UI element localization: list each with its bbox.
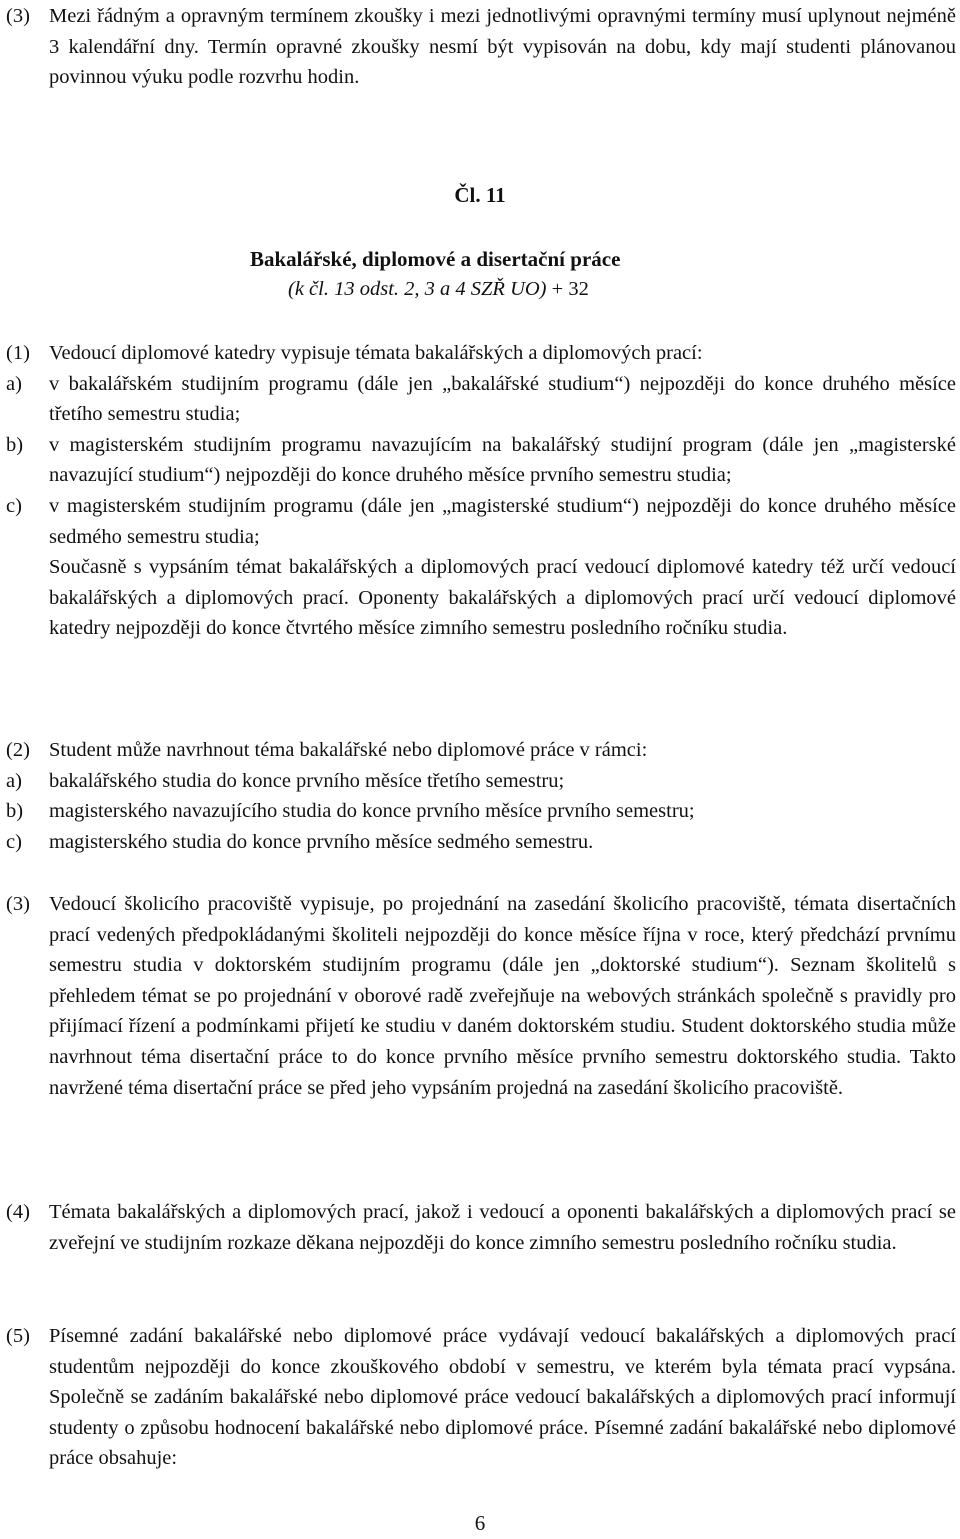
section-intro: Vedoucí diplomové katedry vypisuje témata bakalářských a diplomových prací: xyxy=(49,342,703,364)
list-item xyxy=(6,430,956,491)
list-item-text: v bakalářském studijním programu (dále jen „bakalářské studium“) nejpozději do konce druhého měsíce třetího semestru studia; xyxy=(49,372,956,426)
article-reference xyxy=(288,274,708,305)
section-text: Písemné zadání bakalářské nebo diplomové práce vydávají vedoucí bakalářských a diplomových prací studentům nejpozději do konce zkouškového období v semestru, ve kterém byla témata prací vypsána. Společně se zadáním bakalářské nebo diplomové práce vedoucí bakalářských a diplomových prací informují studenty o způsobu hodnocení bakalářské nebo diplomové práce. Písemné zadání bakalářské nebo diplomové práce obsahuje: xyxy=(49,1325,956,1470)
section-5 xyxy=(6,1321,956,1474)
list-item-letter: c) xyxy=(6,494,22,517)
paragraph-3-top xyxy=(6,1,956,93)
article-number: Čl. 11 xyxy=(454,183,506,207)
list-item-text: magisterského navazujícího studia do konce prvního měsíce prvního semestru; xyxy=(49,800,695,823)
list-item-letter: a) xyxy=(6,372,22,395)
article-reference-italic: (k čl. 13 odst. 2, 3 a 4 SZŘ UO) xyxy=(288,278,547,300)
section-text: Vedoucí školicího pracoviště vypisuje, po projednání na zasedání školicího pracoviště, témata disertačních prací vedených předpokládanými školiteli nejpozději do konce měsíce října v roce, který předchází prvnímu semestru studia v doktorském studijním programu (dále jen „doktorské studium“). Seznam školitelů s přehledem témat se po projednání v oborové radě zveřejňuje na webových stránkách společně s pravidly pro přijímací řízení a podmínkami přijetí ke studiu v daném doktorském studiu. Student doktorského studia může navrhnout téma disertační práce to do konce prvního měsíce prvního semestru doktorského studia. Takto navržené téma disertační práce se před jeho vypsáním projedná na zasedání školicího pracoviště. xyxy=(49,893,956,1099)
list-item xyxy=(6,827,956,858)
list-item-text: v magisterském studijním programu (dále jen „magisterské studium“) nejpozději do konce druhého měsíce sedmého semestru studia; xyxy=(49,494,956,548)
list-item-letter: b) xyxy=(6,433,24,456)
section-2 xyxy=(6,735,956,857)
list-item-text: magisterského studia do konce prvního měsíce sedmého semestru. xyxy=(49,830,594,853)
list-item-text: bakalářského studia do konce prvního měsíce třetího semestru; xyxy=(49,769,565,792)
page-number: 6 xyxy=(474,1511,486,1535)
section-number: (4) xyxy=(6,1201,30,1223)
list-item xyxy=(6,766,956,797)
section-text: Témata bakalářských a diplomových prací, jakož i vedoucí a oponenti bakalářských a diplomových prací se zveřejní ve studijním rozkaze děkana nejpozději do konce zimního semestru posledního ročníku studia. xyxy=(49,1201,956,1254)
section-closing: Současně s vypsáním témat bakalářských a diplomových prací vedoucí diplomové katedry též určí vedoucí bakalářských a diplomových prací. Oponenty bakalářských a diplomových prací určí vedoucí diplomové katedry nejpozději do konce čtvrtého měsíce zimního semestru posledního ročníku studia. xyxy=(49,556,956,640)
paragraph-text: Mezi řádným a opravným termínem zkoušky i mezi jednotlivými opravnými termíny musí uplynout nejméně 3 kalendářní dny. Termín opravné zkoušky nesmí být vypisován na dobu, kdy mají studenti plánovanou povinnou výuku podle rozvrhu hodin. xyxy=(49,5,956,89)
section-number: (2) xyxy=(6,739,30,761)
article-title: Bakalářské, diplomové a disertační práce xyxy=(250,247,621,271)
section-4 xyxy=(6,1197,956,1258)
list-item xyxy=(6,796,956,827)
section-1 xyxy=(6,338,956,644)
list-item-letter: a) xyxy=(6,769,22,792)
list-item-text: v magisterském studijním programu navazujícím na bakalářský studijní program (dále jen „magisterské navazující studium“) nejpozději do konce druhého měsíce prvního semestru studia; xyxy=(49,433,956,487)
list-item-letter: b) xyxy=(6,800,24,823)
list-item-letter: c) xyxy=(6,830,22,853)
section-intro: Student může navrhnout téma bakalářské nebo diplomové práce v rámci: xyxy=(49,739,648,761)
section-number: (5) xyxy=(6,1325,30,1347)
list-item xyxy=(6,369,956,430)
section-number: (1) xyxy=(6,342,30,364)
section-3 xyxy=(6,889,956,1103)
section-number: (3) xyxy=(6,893,30,915)
list-item xyxy=(6,491,956,552)
article-reference-plain: + 32 xyxy=(546,278,589,300)
paragraph-number: (3) xyxy=(6,5,30,27)
